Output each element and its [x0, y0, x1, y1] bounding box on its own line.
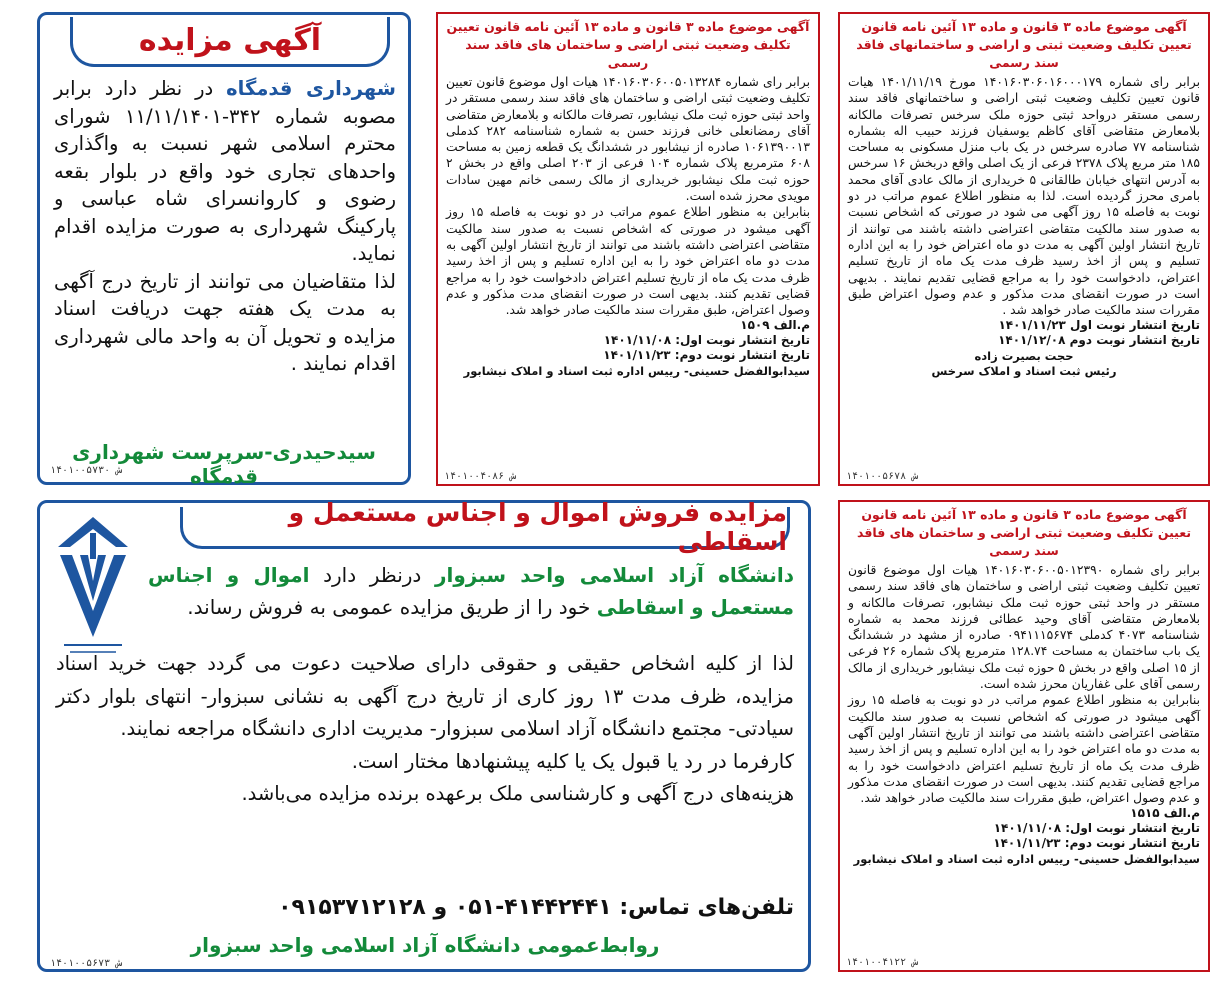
azad-body-1: لذا از کلیه اشخاص حقیقی و حقوقی دارای صلاحیت دعوت می گردد جهت خرید اسناد مزایده، ظرف مدت ۱۳ روز کاری از تاریخ درج آگهی به نشانی سبزوار- انتهای بلوار دکتر سیادتی- مجتمع دانشگاه آزاد اسلامی سبزوار- مدیریت اداری دانشگاه مراجعه نمایند.	[56, 652, 794, 740]
neyshabur-2-paragraph-1: برابر رای شماره ۱۴۰۱۶۰۳۰۶۰۰۵۰۱۲۳۹۰ هیات اول موضوع قانون تعیین تکلیف وضعیت ثبتی اراضی و ساختمان های فاقد سند رسمی مستقر در واحد ثبتی حوزه ثبت ملک نیشابور، تصرفات مالکانه و بلامعارض متقاضی آقای وحید عطائی فرزند محمد به شماره شناسنامه ۴۰۷۳ کدملی ۰۹۴۱۱۱۵۶۷۴ صادره از مشهد در ششدانگ یک باب ساختمان به مساحت ۱۲۸.۷۴ مترمربع پلاک شماره ۲۶ فرعی از ۱۵ اصلی واقع در بخش ۵ حوزه ثبت ملک نیشابور خریداری از مالک رسمی آقای علی غفاریان محرز شده است.	[848, 563, 1200, 692]
neyshabur-1-date-1: تاریخ انتشار نوبت اول: ۱۴۰۱/۱۱/۰۸	[603, 333, 810, 348]
sarakhs-registration-notice	[838, 12, 1210, 486]
sarakhs-serial: ۱۴۰۱۰۰۵۶۷۸ ش	[846, 471, 919, 482]
azad-lead-org: دانشگاه آزاد اسلامی واحد سبزوار	[434, 563, 795, 587]
neyshabur-2-date-2: تاریخ انتشار نوبت دوم: ۱۴۰۱/۱۱/۲۳	[993, 836, 1200, 851]
ghadamgah-org-name: شهرداری قدمگاه	[226, 77, 396, 100]
azad-lead-paragraph	[148, 559, 794, 623]
azad-signature: روابط‌عمومی دانشگاه آزاد اسلامی واحد سبزوار	[190, 933, 660, 957]
neyshabur-1-paragraph-2: بنابراین به منظور اطلاع عموم مراتب در دو نوبت به فاصله ۱۵ روز آگهی میشود در صورتی که اشخاص نسبت به صدور سند مالکیت متقاضی اعتراضی داشته باشند می توانند از تاریخ انتشار اولین آگهی به مدت دو ماه اعتراض خود را به این اداره تسلیم و پس از اخذ رسید ظرف مدت یک ماه از تاریخ تسلیم اعتراض دادخواست خود را به مراجع قضایی تقدیم کنند. بدیهی است در صورت انقضای مدت مذکور و عدم وصول اعتراض، طبق مقررات سند مالکیت صادر خواهد شد.	[446, 205, 810, 318]
azad-university-auction-notice	[37, 497, 811, 972]
ghadamgah-serial: ۱۴۰۱۰۰۵۷۳۰ ش	[50, 465, 123, 476]
neyshabur-2-paragraph-2: بنابراین به منظور اطلاع عموم مراتب در دو نوبت به فاصله ۱۵ روز آگهی میشود در صورتی که اشخاص نسبت به صدور سند مالکیت متقاضی اعتراضی داشته باشند می توانند از تاریخ انتشار اولین آگهی به مدت دو ماه اعتراض خود را به این اداره تسلیم و پس از اخذ رسید ظرف مدت یک ماه از تاریخ تسلیم اعتراض دادخواست خود را به مراجع قضایی تقدیم کنند. بدیهی است در صورت انقضای مدت مذکور و عدم وصول اعتراض، طبق مقررات سند مالکیت صادر خواهد شد.	[848, 693, 1200, 806]
sarakhs-title: آگهی موضوع ماده ۳ قانون و ماده ۱۳ آئین نامه قانون تعیین تکلیف وضعیت ثبتی و اراضی و ساختمانهای فاقد سند رسمی	[856, 19, 1192, 70]
azad-lead-mid: درنظر دارد	[309, 563, 435, 587]
neyshabur-2-date-1: تاریخ انتشار نوبت اول: ۱۴۰۱/۱۱/۰۸	[993, 821, 1200, 836]
ghadamgah-signature: سیدحیدری-سرپرست شهرداری قدمگاه	[72, 440, 376, 488]
ghadamgah-auction-notice	[37, 12, 411, 488]
azad-phones: تلفن‌های تماس: ۴۱۴۴۲۴۴۱-۰۵۱ و ۰۹۱۵۳۷۱۲۱۲۸	[278, 895, 794, 920]
neyshabur-2-title: آگهی موضوع ماده ۳ قانون و ماده ۱۳ آئین نامه قانون تعیین تکلیف وضعیت ثبتی اراضی و ساختمان های فاقد سند رسمی	[856, 507, 1192, 558]
azad-title: مزایده فروش اموال و اجناس مستعمل و اسقاطی	[180, 507, 790, 549]
azad-body	[56, 648, 794, 811]
neyshabur-2-code: م.الف ۱۵۱۵	[1130, 806, 1200, 821]
sarakhs-date-1: تاریخ انتشار نوبت اول ۱۴۰۱/۱۱/۲۳	[998, 318, 1200, 333]
sarakhs-signer-name: حجت بصیرت زاده	[974, 349, 1074, 364]
azad-body-2: کارفرما در رد یا قبول یک یا کلیه پیشنهادها مختار است.	[351, 749, 794, 773]
neyshabur-1-signer: سیدابوالفضل حسینی- رییس اداره ثبت اسناد و املاک نیشابور	[463, 364, 810, 379]
sarakhs-paragraph: برابر رای شماره ۱۴۰۱۶۰۳۰۶۰۱۶۰۰۰۱۷۹ مورخ ۱۴۰۱/۱۱/۱۹ هیات قانون تعیین تکلیف وضعیت ثبتی اراضی و ساختمانهای فاقد سند رسمی مستقر درواحد ثبتی حوزه ملک سرخس تصرفات مالکانه بلامعارض متقاضی آقای کاظم یوسفیان فرزند حبیب اله بشماره شناسنامه ۷۷ صادره سرخس در یک باب منزل مسکونی به مساحت ۱۸۵ متر مربع پلاک ۲۳۷۸ فرعی از یک اصلی واقع دربخش ۱۶ سرخس به آدرس انتهای خیابان طالقانی ۵ خریداری از مالک عادی آقای محمد بامری محرز گردیده است. لذا به منظور اطلاع عموم مراتب در دو نوبت به فاصله ۱۵ روز آگهی می شود در صورتی که اشخاص نسبت به صدور سند مالکیت متقاضی اعتراضی داشته باشند می توانند از تاریخ انتشار اولین آگهی به مدت دو ماه اعتراض خود را به این اداره تسلیم و پس از اخذ رسید ظرف مدت یک ماه از تاریخ تسلیم اعتراض، دادخواست خود را به مراجع قضایی تقدیم نمایند . بدیهی است در صورت انقضای مدت مذکور و عدم وصول اعتراض طبق مقررات سند مالکیت صادر خواهد شد .	[848, 75, 1201, 318]
azad-university-logo-icon	[52, 511, 134, 661]
ghadamgah-paragraph-1	[54, 75, 396, 268]
ghadamgah-body	[54, 75, 396, 378]
sarakhs-date-2: تاریخ انتشار نوبت دوم ۱۴۰۱/۱۲/۰۸	[998, 333, 1200, 348]
ghadamgah-body-1: در نظر دارد برابر مصوبه شماره ۳۴۲-۱۱/۱۱/۱۴۰۱ شورای محترم اسلامی شهر نسبت به واگذاری واحدهای تجاری خود واقع در بلوار بقعه رضوی و کاروانسرای شاه عباسی و پارکینگ شهرداری به صورت مزایده اقدام نماید.	[54, 77, 396, 265]
ghadamgah-title: آگهی مزایده	[70, 17, 390, 67]
sarakhs-signer: رئیس ثبت اسناد و املاک سرخس	[931, 364, 1117, 379]
neyshabur-1-code: م.الف ۱۵۰۹	[740, 318, 810, 333]
azad-body-3: هزینه‌های درج آگهی و کارشناسی ملک برعهده برنده مزایده می‌باشد.	[241, 782, 794, 805]
neyshabur-registration-notice-1	[436, 12, 820, 486]
ghadamgah-paragraph-2: لذا متقاضیان می توانند از تاریخ درج آگهی به مدت یک هفته جهت دریافت اسناد مزایده و تحویل آن به واحد مالی شهرداری اقدام نمایند .	[54, 269, 396, 375]
neyshabur-1-paragraph-1: برابر رای شماره ۱۴۰۱۶۰۳۰۶۰۰۵۰۱۳۲۸۴ هیات اول موضوع قانون تعیین تکلیف وضعیت ثبتی اراضی و ساختمان های فاقد سند رسمی مستقر در واحد ثبتی حوزه ثبت ملک نیشابور، تصرفات مالکانه و بلامعارض متقاضی آقای رمضانعلی خانی فرزند حسن به شماره شناسنامه ۲۸۲ کدملی ۱۰۶۱۳۹۰۰۱۳ صادره از نیشابور در ششدانگ یک قطعه زمین به مساحت ۶۰۸ مترمربع پلاک شماره ۱۰۴ فرعی از ۲۰۳ اصلی واقع در بخش ۲ حوزه ثبت ملک نیشابور خریداری از مالک رسمی خانم مهین سادات مویدی محرز شده است.	[446, 75, 810, 204]
neyshabur-1-title: آگهی موضوع ماده ۳ قانون و ماده ۱۳ آئین نامه قانون تعیین تکلیف وضعیت ثبتی اراضی و ساختمان های فاقد سند رسمی	[446, 19, 810, 70]
azad-lead-goods: اموال و اجناس مستعمل و اسقاطی	[148, 563, 794, 619]
neyshabur-2-signer: سیدابوالفضل حسینی- رییس اداره ثبت اسناد و املاک نیشابور	[853, 852, 1200, 867]
neyshabur-1-serial: ۱۴۰۱۰۰۴۰۸۶ ش	[444, 471, 517, 482]
neyshabur-registration-notice-2	[838, 500, 1210, 972]
neyshabur-2-serial: ۱۴۰۱۰۰۴۱۲۲ ش	[846, 957, 919, 968]
neyshabur-1-date-2: تاریخ انتشار نوبت دوم: ۱۴۰۱/۱۱/۲۳	[603, 348, 810, 363]
azad-serial: ۱۴۰۱۰۰۵۶۷۳ ش	[50, 958, 123, 969]
azad-lead-end: خود را از طریق مزایده عمومی به فروش رساند.	[187, 595, 597, 619]
